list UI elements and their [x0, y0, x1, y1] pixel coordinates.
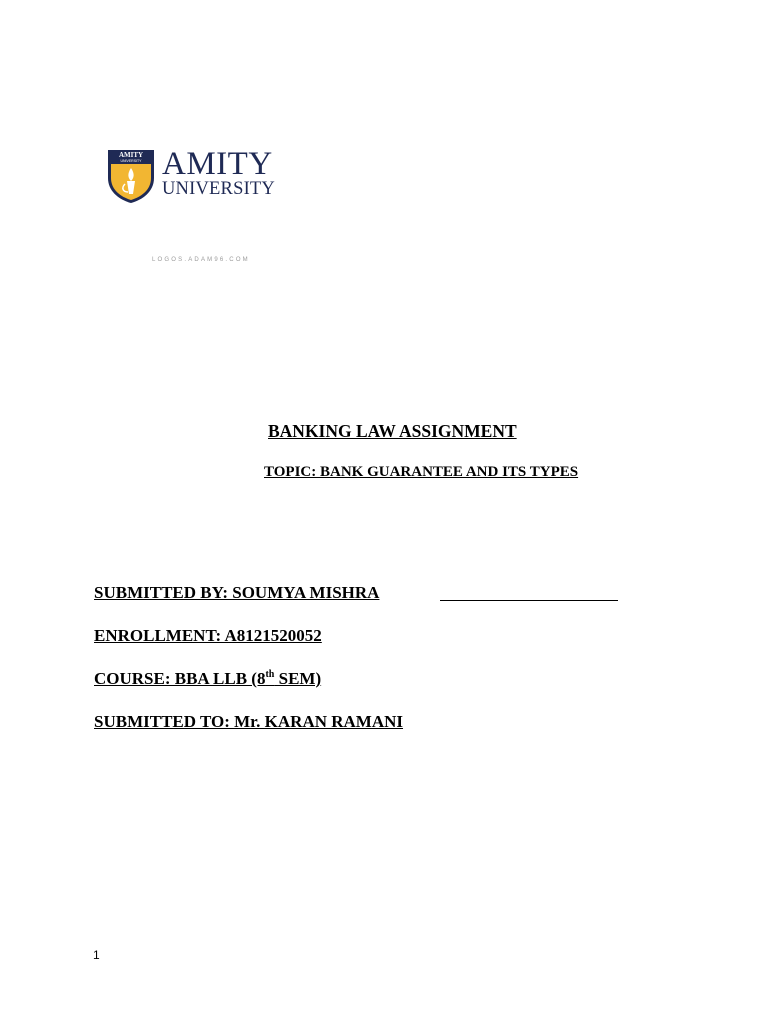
- course: [94, 669, 321, 689]
- submitted-by: SUBMITTED BY: SOUMYA MISHRA: [94, 583, 380, 602]
- submitted-to: SUBMITTED TO: Mr. KARAN RAMANI: [94, 712, 404, 731]
- document-title: BANKING LAW ASSIGNMENT: [268, 421, 517, 441]
- logo-wordmark: [162, 148, 275, 199]
- amity-university-logo: [106, 148, 286, 208]
- shield-text: AMITY: [118, 151, 144, 159]
- logo-name-line1: AMITY: [162, 146, 273, 182]
- course-prefix: COURSE: BBA LLB (8: [94, 669, 266, 688]
- blank-underline: [440, 600, 618, 601]
- shield-icon: [106, 148, 156, 204]
- logo-name-line2: UNIVERSITY: [162, 179, 275, 199]
- logo-watermark: LOGOS.ADAM96.COM: [152, 257, 250, 263]
- page-number: 1: [93, 948, 100, 962]
- document-topic: TOPIC: BANK GUARANTEE AND ITS TYPES: [264, 464, 579, 480]
- enrollment: ENROLLMENT: A8121520052: [94, 626, 322, 645]
- course-superscript: th: [265, 669, 275, 680]
- course-suffix: SEM): [274, 669, 322, 688]
- shield-subtext: UNIVERSITY: [120, 159, 142, 163]
